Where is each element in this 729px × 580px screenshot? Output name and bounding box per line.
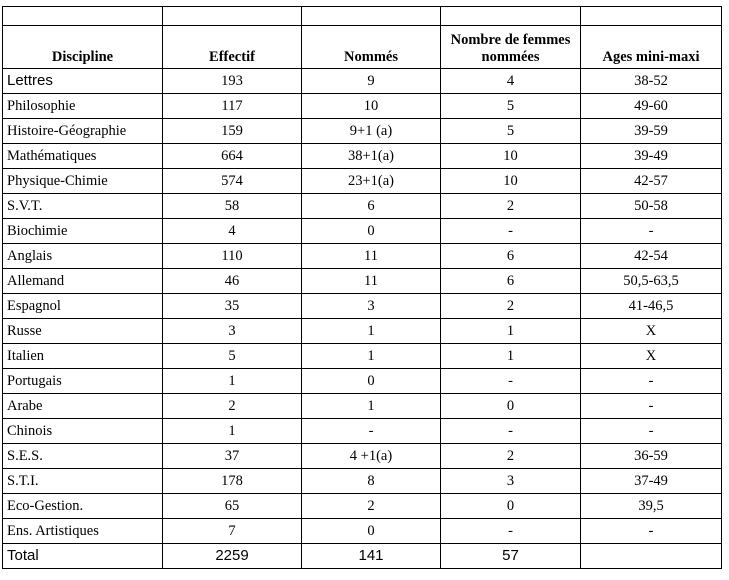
table-row	[3, 94, 722, 119]
femmes-cell: 2	[441, 294, 581, 319]
nommes-cell: 0	[302, 369, 441, 394]
ages-cell: 50,5-63,5	[581, 269, 722, 294]
table-row	[3, 294, 722, 319]
femmes-cell: 1	[441, 344, 581, 369]
ages-cell: X	[581, 344, 722, 369]
ages-cell: 39,5	[581, 494, 722, 519]
header-row	[3, 26, 722, 69]
discipline-cell: Chinois	[3, 419, 163, 444]
ages-cell: -	[581, 369, 722, 394]
femmes-cell: -	[441, 219, 581, 244]
nommes-cell: 8	[302, 469, 441, 494]
nommes-cell: 2	[302, 494, 441, 519]
femmes-cell: -	[441, 369, 581, 394]
nommes-cell: 11	[302, 269, 441, 294]
femmes-cell: 4	[441, 69, 581, 94]
statistics-table	[2, 6, 722, 569]
nommes-cell: 23+1(a)	[302, 169, 441, 194]
table-row	[3, 119, 722, 144]
femmes-cell: 5	[441, 119, 581, 144]
effectif-cell: 2	[163, 394, 302, 419]
nommes-cell: -	[302, 419, 441, 444]
table-row	[3, 519, 722, 544]
femmes-cell: 10	[441, 144, 581, 169]
ages-cell: 50-58	[581, 194, 722, 219]
blank-cell	[302, 7, 441, 26]
total-ages-cell	[581, 544, 722, 569]
discipline-cell: Lettres	[3, 69, 163, 94]
femmes-cell: 2	[441, 194, 581, 219]
femmes-cell: 5	[441, 94, 581, 119]
discipline-cell: Ens. Artistiques	[3, 519, 163, 544]
effectif-cell: 3	[163, 319, 302, 344]
total-nommes-cell: 141	[302, 544, 441, 569]
total-row	[3, 544, 722, 569]
blank-cell	[3, 7, 163, 26]
header-ages: Ages mini-maxi	[581, 26, 722, 69]
table-row	[3, 144, 722, 169]
table-row	[3, 444, 722, 469]
blank-row	[3, 7, 722, 26]
effectif-cell: 58	[163, 194, 302, 219]
effectif-cell: 178	[163, 469, 302, 494]
table-row	[3, 169, 722, 194]
discipline-cell: S.E.S.	[3, 444, 163, 469]
blank-cell	[581, 7, 722, 26]
effectif-cell: 46	[163, 269, 302, 294]
ages-cell: 38-52	[581, 69, 722, 94]
discipline-cell: Russe	[3, 319, 163, 344]
effectif-cell: 664	[163, 144, 302, 169]
table-row	[3, 194, 722, 219]
effectif-cell: 159	[163, 119, 302, 144]
ages-cell: 39-59	[581, 119, 722, 144]
ages-cell: -	[581, 219, 722, 244]
femmes-cell: 6	[441, 244, 581, 269]
nommes-cell: 6	[302, 194, 441, 219]
ages-cell: 42-57	[581, 169, 722, 194]
discipline-cell: Italien	[3, 344, 163, 369]
ages-cell: 39-49	[581, 144, 722, 169]
femmes-cell: 2	[441, 444, 581, 469]
discipline-cell: Portugais	[3, 369, 163, 394]
effectif-cell: 1	[163, 369, 302, 394]
effectif-cell: 110	[163, 244, 302, 269]
nommes-cell: 0	[302, 519, 441, 544]
effectif-cell: 37	[163, 444, 302, 469]
table-row	[3, 244, 722, 269]
discipline-cell: Eco-Gestion.	[3, 494, 163, 519]
effectif-cell: 7	[163, 519, 302, 544]
femmes-cell: 10	[441, 169, 581, 194]
discipline-cell: Physique-Chimie	[3, 169, 163, 194]
ages-cell: 41-46,5	[581, 294, 722, 319]
nommes-cell: 9+1 (a)	[302, 119, 441, 144]
table-row	[3, 319, 722, 344]
header-nommes: Nommés	[302, 26, 441, 69]
discipline-cell: Anglais	[3, 244, 163, 269]
header-discipline: Discipline	[3, 26, 163, 69]
table-row	[3, 369, 722, 394]
effectif-cell: 117	[163, 94, 302, 119]
femmes-cell: -	[441, 519, 581, 544]
femmes-cell: 0	[441, 394, 581, 419]
nommes-cell: 1	[302, 319, 441, 344]
table-row	[3, 69, 722, 94]
total-femmes-cell: 57	[441, 544, 581, 569]
discipline-cell: Histoire-Géographie	[3, 119, 163, 144]
ages-cell: -	[581, 519, 722, 544]
nommes-cell: 0	[302, 219, 441, 244]
table-row	[3, 419, 722, 444]
table-row	[3, 394, 722, 419]
effectif-cell: 35	[163, 294, 302, 319]
nommes-cell: 1	[302, 344, 441, 369]
effectif-cell: 193	[163, 69, 302, 94]
discipline-cell: S.T.I.	[3, 469, 163, 494]
femmes-cell: 3	[441, 469, 581, 494]
femmes-cell: 6	[441, 269, 581, 294]
table-row	[3, 344, 722, 369]
header-effectif: Effectif	[163, 26, 302, 69]
table-row	[3, 494, 722, 519]
discipline-cell: Philosophie	[3, 94, 163, 119]
femmes-cell: 1	[441, 319, 581, 344]
total-label: Total	[3, 544, 163, 569]
total-effectif-cell: 2259	[163, 544, 302, 569]
effectif-cell: 65	[163, 494, 302, 519]
nommes-cell: 1	[302, 394, 441, 419]
ages-cell: 49-60	[581, 94, 722, 119]
nommes-cell: 38+1(a)	[302, 144, 441, 169]
femmes-cell: -	[441, 419, 581, 444]
nommes-cell: 4 +1(a)	[302, 444, 441, 469]
header-femmes-nommees: Nombre de femmes nommées	[441, 26, 581, 69]
nommes-cell: 9	[302, 69, 441, 94]
ages-cell: 42-54	[581, 244, 722, 269]
ages-cell: 37-49	[581, 469, 722, 494]
femmes-cell: 0	[441, 494, 581, 519]
table-row	[3, 269, 722, 294]
discipline-cell: Biochimie	[3, 219, 163, 244]
ages-cell: -	[581, 394, 722, 419]
blank-cell	[163, 7, 302, 26]
nommes-cell: 3	[302, 294, 441, 319]
nommes-cell: 11	[302, 244, 441, 269]
discipline-cell: Espagnol	[3, 294, 163, 319]
effectif-cell: 5	[163, 344, 302, 369]
effectif-cell: 1	[163, 419, 302, 444]
table-row	[3, 219, 722, 244]
discipline-cell: Arabe	[3, 394, 163, 419]
effectif-cell: 4	[163, 219, 302, 244]
discipline-cell: Allemand	[3, 269, 163, 294]
effectif-cell: 574	[163, 169, 302, 194]
ages-cell: X	[581, 319, 722, 344]
discipline-cell: Mathématiques	[3, 144, 163, 169]
ages-cell: 36-59	[581, 444, 722, 469]
nommes-cell: 10	[302, 94, 441, 119]
blank-cell	[441, 7, 581, 26]
table-row	[3, 469, 722, 494]
ages-cell: -	[581, 419, 722, 444]
discipline-cell: S.V.T.	[3, 194, 163, 219]
